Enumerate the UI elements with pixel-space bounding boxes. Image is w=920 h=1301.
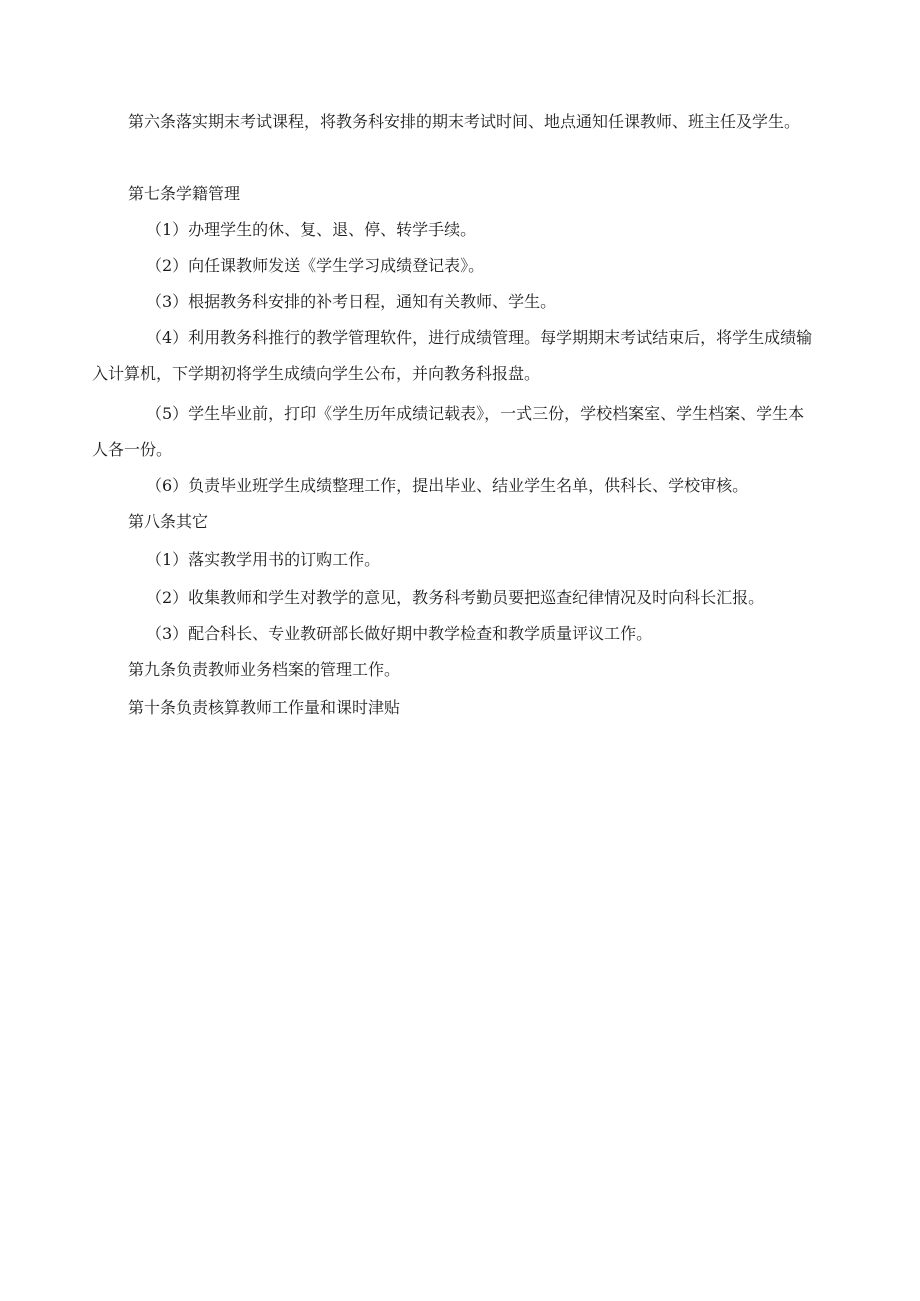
article-8-item-2: （2）收集教师和学生对教学的意见，教务科考勤员要把巡查纪律情况及时向科长汇报。 — [146, 588, 765, 607]
article-7-heading: 第七条学籍管理 — [128, 184, 241, 203]
article-8-item-1: （1）落实教学用书的订购工作。 — [146, 550, 381, 569]
article-9-paragraph: 第九条负责教师业务档案的管理工作。 — [128, 660, 401, 679]
article-7-item-3: （3）根据教务科安排的补考日程，通知有关教师、学生。 — [146, 292, 557, 311]
article-7-item-6: （6）负责毕业班学生成绩整理工作，提出毕业、结业学生名单，供科长、学校审核。 — [146, 476, 749, 495]
article-7-item-4: （4）利用教务科推行的教学管理软件，进行成绩管理。每学期期末考试结束后，将学生成绩输入计算机，下学期初将学生成绩向学生公布，并向教务科报盘。 — [92, 328, 813, 383]
article-7-item-1: （1）办理学生的休、复、退、停、转学手续。 — [146, 220, 477, 239]
article-7-item-2: （2）向任课教师发送《学生学习成绩登记表》。 — [146, 256, 485, 275]
article-8-heading: 第八条其它 — [128, 512, 209, 531]
article-10-paragraph: 第十条负责核算教师工作量和课时津贴 — [128, 698, 401, 717]
article-8-item-3: （3）配合科长、专业教研部长做好期中教学检查和教学质量评议工作。 — [146, 624, 653, 643]
article-6-paragraph: 第六条落实期末考试课程，将教务科安排的期末考试时间、地点通知任课教师、班主任及学生。 — [128, 112, 801, 131]
article-7-item-5: （5）学生毕业前，打印《学生历年成绩记载表》，一式三份，学校档案室、学生档案、学生本人各一份。 — [92, 404, 805, 459]
